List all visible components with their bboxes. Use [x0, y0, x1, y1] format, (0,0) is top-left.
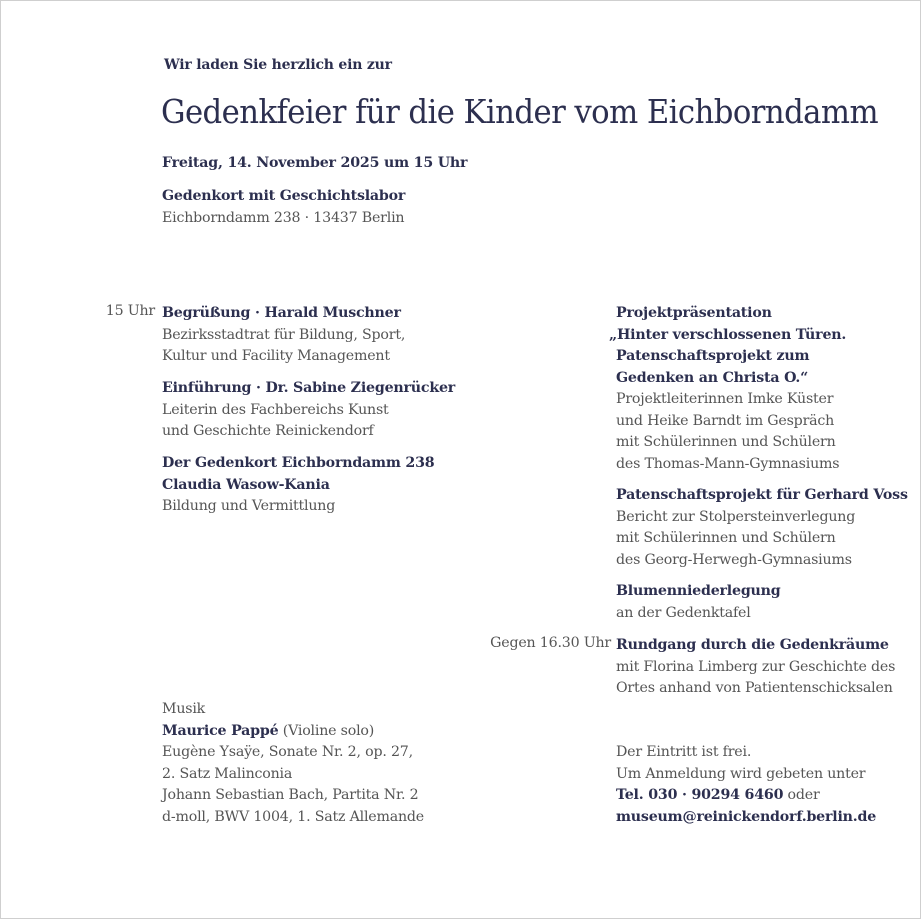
venue	[162, 186, 405, 229]
event-date: Freitag, 14. November 2025 um 15 Uhr	[162, 155, 468, 171]
phone-number: Tel. 030 · 90294 6460	[616, 787, 784, 803]
intro-text: Wir laden Sie herzlich ein zur	[164, 57, 392, 73]
music-line: Eugène Ysaÿe, Sonate Nr. 2, op. 27,	[162, 744, 413, 760]
phone-suffix: oder	[783, 787, 820, 803]
program-item-sponsorship	[616, 485, 908, 571]
program-item-title: Patenschaftsprojekt zum	[616, 348, 810, 364]
music-line: Johann Sebastian Bach, Partita Nr. 2	[162, 787, 419, 803]
program-item-line: Kultur und Facility Management	[162, 348, 390, 364]
program-item-introduction	[162, 378, 455, 443]
music-instrument: (Violine solo)	[278, 722, 375, 739]
program-item-title: Patenschaftsprojekt für Gerhard Voss	[616, 487, 908, 503]
program-item-line: des Thomas-Mann-Gymnasiums	[616, 455, 840, 472]
program-item-line: mit Florina Limberg zur Geschichte des	[616, 658, 896, 675]
program-item-line: mit Schülerinnen und Schülern	[616, 434, 836, 450]
music-performer: Maurice Pappé	[162, 722, 279, 739]
program-item-title: Begrüßung · Harald Muschner	[162, 305, 401, 321]
program-item-line: an der Gedenktafel	[616, 604, 751, 621]
program-item-label: Projektpräsentation	[616, 305, 772, 321]
info-phone-line	[616, 785, 876, 807]
program-item-line: Bericht zur Stolpersteinverlegung	[616, 508, 856, 525]
email-address: museum@reinickendorf.berlin.de	[616, 808, 877, 825]
program-item-title: Blumenniederlegung	[616, 583, 781, 599]
program-item-title: Der Gedenkort Eichborndamm 238	[162, 455, 435, 471]
program-item-line: Bildung und Vermittlung	[162, 498, 336, 514]
music-label: Musik	[162, 701, 206, 717]
program-item-line: Ortes anhand von Patientenschicksalen	[616, 680, 893, 696]
program-item-line: Projektleiterinnen Imke Küster	[616, 391, 834, 407]
music-section	[162, 699, 424, 828]
page-title: Gedenkfeier für die Kinder vom Eichborndamm	[161, 92, 879, 131]
program-item-line: Bezirksstadtrat für Bildung, Sport,	[162, 326, 406, 343]
program-item-title: Rundgang durch die Gedenkräume	[616, 637, 889, 653]
venue-name: Gedenkort mit Geschichtslabor	[162, 188, 406, 204]
program-item-title: „Hinter verschlossenen Türen.	[609, 326, 847, 343]
program-item-memorial-site	[162, 453, 434, 518]
info-section	[616, 742, 876, 828]
program-item-line: und Geschichte Reinickendorf	[162, 423, 374, 439]
start-time: 15 Uhr	[105, 303, 155, 319]
info-line: Der Eintritt ist frei.	[616, 744, 752, 760]
music-line: 2. Satz Malinconia	[162, 765, 293, 782]
program-item-line: mit Schülerinnen und Schülern	[616, 530, 836, 546]
venue-address: Eichborndamm 238 · 13437 Berlin	[162, 209, 405, 226]
program-item-title: Einführung · Dr. Sabine Ziegenrücker	[162, 380, 456, 396]
program-item-project-presentation	[609, 303, 847, 475]
program-item-line: des Georg-Herwegh-Gymnasiums	[616, 551, 852, 568]
program-item-title: Gedenken an Christa O.“	[616, 369, 809, 386]
info-line: Um Anmeldung wird gebeten unter	[616, 765, 866, 782]
program-item-welcome	[162, 303, 405, 368]
program-item-flowers	[616, 581, 781, 624]
program-item-speaker: Claudia Wasow-Kania	[162, 476, 330, 493]
program-item-line: und Heike Barndt im Gespräch	[616, 412, 835, 429]
program-item-tour	[616, 635, 895, 700]
music-line: d-moll, BWV 1004, 1. Satz Allemande	[162, 808, 425, 825]
music-performer-line	[162, 721, 424, 743]
tour-time: Gegen 16.30 Uhr	[490, 635, 611, 651]
program-item-line: Leiterin des Fachbereichs Kunst	[162, 401, 389, 418]
